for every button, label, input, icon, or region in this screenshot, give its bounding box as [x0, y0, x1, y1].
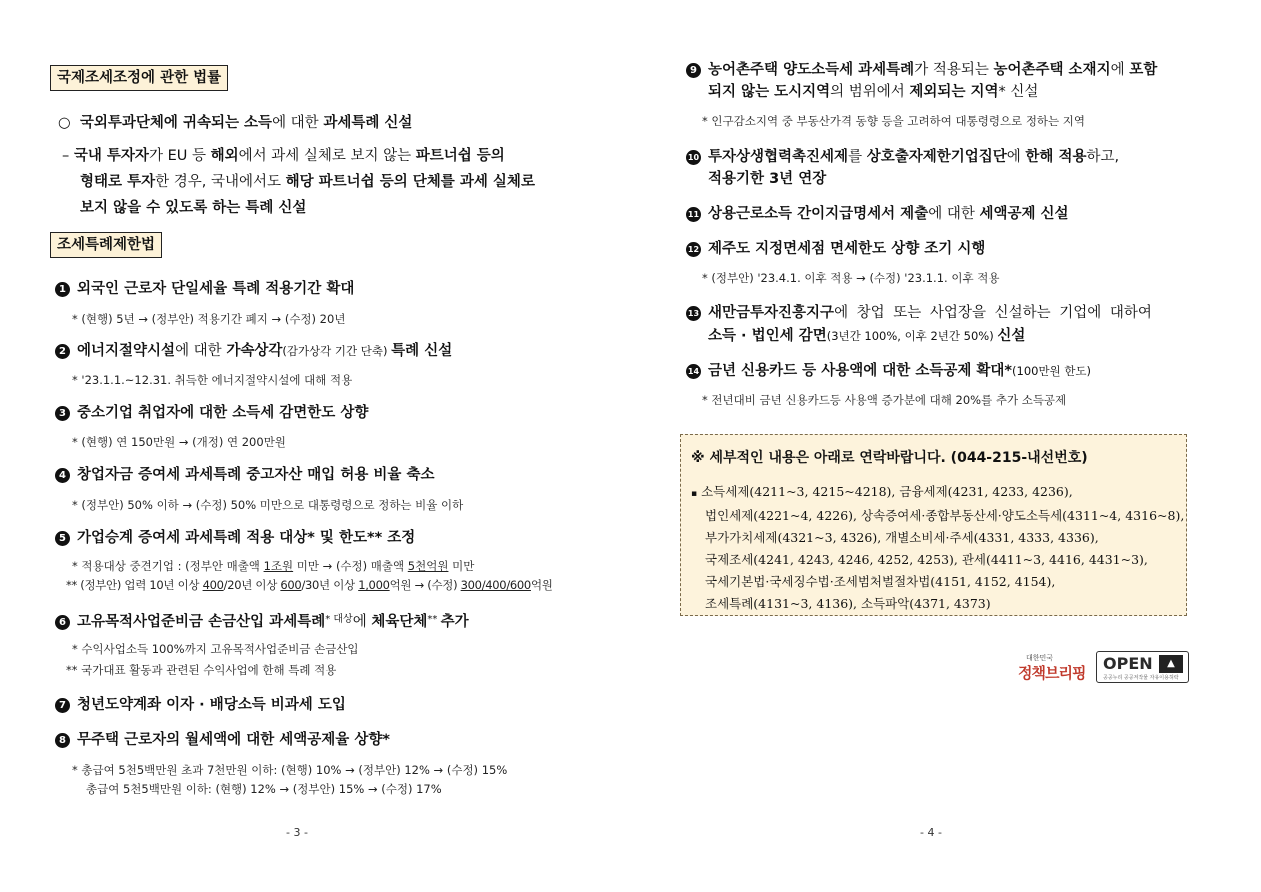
- contact-line-2: 법인세제(4221~4, 4226), 상속증여세·종합부동산세·양도소득세(4311~4, 4316~8),: [705, 508, 1185, 523]
- number-5-icon: 5: [55, 531, 70, 546]
- item-9-title-line1: 9 농어촌주택 양도소득세 과세특례가 적용되는 농어촌주택 소재지에 포함: [686, 59, 1157, 81]
- number-2-icon: 2: [55, 344, 70, 359]
- number-8-icon: 8: [55, 733, 70, 748]
- section-title-international-tax: 국제조세조정에 관한 법률: [50, 65, 228, 91]
- item-8-note-2: 총급여 5천5백만원 이하: (현행) 12% → (정부안) 15% → (수정) 17%: [86, 782, 442, 796]
- contact-line-3: 부가가치세제(4321~3, 4326), 개별소비세·주세(4331, 4333, 4336),: [705, 530, 1099, 545]
- item-10-title-line1: 10 투자상생협력촉진세제를 상호출자제한기업집단에 한해 적용하고,: [687, 149, 1120, 165]
- item-2-title: 2 에너지절약시설에 대한 가속상각(감가상각 기간 단축) 특례 신설: [55, 340, 452, 362]
- item-3-note: * (현행) 연 150만원 → (개정) 연 200만원: [72, 435, 286, 449]
- item-5-title: 5 가업승계 증여세 과세특례 적용 대상* 및 한도** 조정: [55, 527, 415, 549]
- item-9-note: * 인구감소지역 중 부동산가격 동향 등을 고려하여 대통령령으로 정하는 지역: [702, 114, 1086, 128]
- item-6-note-2: ** 국가대표 활동과 관련된 수익사업에 한해 특례 적용: [66, 663, 337, 677]
- item-4-title: 4 창업자금 증여세 과세특례 중고자산 매입 허용 비율 축소: [55, 464, 435, 486]
- item-5-note-2: ** (정부안) 업력 10년 이상 400/20년 이상 600/30년 이상 1,000억원 → (수정) 300/400/600억원: [66, 578, 553, 592]
- item-5-note-1: * 적용대상 중견기업 : (정부안 매출액 1조원 미만 → (수정) 매출액 5천억원 미만: [72, 559, 475, 573]
- item-4-note: * (정부안) 50% 이하 → (수정) 50% 미만으로 대통령령으로 정하는 비율 이하: [72, 498, 464, 512]
- contact-info-box: [680, 434, 1187, 616]
- section-title-tax-special: 조세특례제한법: [50, 232, 162, 258]
- s1-bullet-text: 에 대한: [272, 115, 324, 131]
- circle-bullet-icon: ○: [58, 115, 71, 131]
- item-7-title: 7 청년도약계좌 이자 · 배당소득 비과세 도입: [55, 694, 346, 716]
- item-14-title: 14 금년 신용카드 등 사용액에 대한 소득공제 확대*(100만원 한도): [687, 363, 1092, 379]
- number-10-icon: 10: [686, 150, 701, 165]
- s1-bullet-bold: 국외투과단체에 귀속되는 소득: [79, 115, 273, 131]
- contact-line-4: 국제조세(4241, 4243, 4246, 4252, 4253), 관세(4411~3, 4416, 4431~3),: [705, 552, 1148, 567]
- contact-list: [691, 481, 1184, 615]
- number-3-icon: 3: [55, 406, 70, 421]
- item-14-note: * 전년대비 금년 신용카드등 사용액 증가분에 대해 20%를 추가 소득공제: [702, 393, 1067, 407]
- contact-line-5: 국세기본법·국세징수법·조세범처벌절차법(4151, 4152, 4154),: [705, 574, 1056, 589]
- number-11-icon: 11: [686, 207, 701, 222]
- item-9-title-line2: 되지 않는 도시지역의 범위에서 제외되는 지역* 신설: [708, 84, 1039, 100]
- left-page: [0, 0, 630, 892]
- contact-line-1: ▪ 소득세제(4211~3, 4215~4218), 금융세제(4231, 4233, 4236),: [691, 484, 1073, 499]
- number-9-icon: 9: [686, 63, 701, 78]
- item-13-title-line1: 13 새만금투자진흥지구에 창업 또는 사업장을 신설하는 기업에 대하여: [687, 305, 1152, 321]
- contact-title: ※ 세부적인 내용은 아래로 연락바랍니다. (044-215-내선번호): [691, 450, 1088, 466]
- s1-bullet: [58, 112, 412, 134]
- item-8-title: 8 무주택 근로자의 월세액에 대한 세액공제율 상향*: [55, 729, 390, 751]
- page-number-left: - 3 -: [286, 826, 308, 839]
- number-1-icon: 1: [55, 282, 70, 297]
- number-4-icon: 4: [55, 468, 70, 483]
- item-3-title: 3 중소기업 취업자에 대한 소득세 감면한도 상향: [55, 402, 368, 424]
- item-6-note-1: * 수익사업소득 100%까지 고유목적사업준비금 손금산입: [72, 642, 359, 656]
- contact-line-6: 조세특례(4131~3, 4136), 소득파악(4371, 4373): [705, 596, 991, 611]
- item-11-title: 11 상용근로소득 간이지급명세서 제출에 대한 세액공제 신설: [687, 206, 1069, 222]
- number-13-icon: 13: [686, 306, 701, 321]
- item-1-title: 1 외국인 근로자 단일세율 특례 적용기간 확대: [55, 278, 354, 300]
- item-12-note: * (정부안) '23.4.1. 이후 적용 → (수정) '23.1.1. 이후 적용: [702, 271, 1000, 285]
- square-bullet-icon: ▪: [691, 489, 698, 499]
- page-number-right: - 4 -: [920, 826, 942, 839]
- number-6-icon: 6: [55, 615, 70, 630]
- number-12-icon: 12: [686, 242, 701, 257]
- item-8-note-1: * 총급여 5천5백만원 초과 7천만원 이하: (현행) 10% → (정부안) 12% → (수정) 15%: [72, 763, 508, 777]
- s1-sub-paragraph: – 국내 투자자가 EU 등 해외에서 과세 실체로 보지 않는 파트너쉽 등의 형태로 투자한 경우, 국내에서도 해당 파트너쉽 등의 단체를 과세 실체로 보지 않을 수 있도록 하는 특례 신설: [62, 148, 535, 216]
- item-2-note: * '23.1.1.~12.31. 취득한 에너지절약시설에 대해 적용: [72, 373, 353, 387]
- number-7-icon: 7: [55, 698, 70, 713]
- item-1-note: * (현행) 5년 → (정부안) 적용기간 폐지 → (수정) 20년: [72, 312, 346, 326]
- right-page: [630, 0, 1261, 892]
- open-license-logo: OPEN ▲ 공공누리 공공저작물 자유이용허락: [1096, 651, 1189, 683]
- item-6-title: 6 고유목적사업준비금 손금산입 과세특례$^{* 대상}$에 체육단체** 추가: [55, 609, 469, 633]
- item-10-title-line2: 적용기한 3년 연장: [708, 171, 827, 187]
- license-badge-icon: ▲: [1159, 655, 1183, 673]
- number-14-icon: 14: [686, 364, 701, 379]
- item-12-title: 12 제주도 지정면세점 면세한도 상향 조기 시행: [687, 241, 986, 257]
- item-13-title-line2: 소득 · 법인세 감면(3년간 100%, 이후 2년간 50%) 신설: [708, 328, 1026, 344]
- policy-briefing-logo: 대한민국 정책브리핑: [1018, 654, 1086, 682]
- s1-bullet-bold2: 과세특례 신설: [323, 115, 413, 131]
